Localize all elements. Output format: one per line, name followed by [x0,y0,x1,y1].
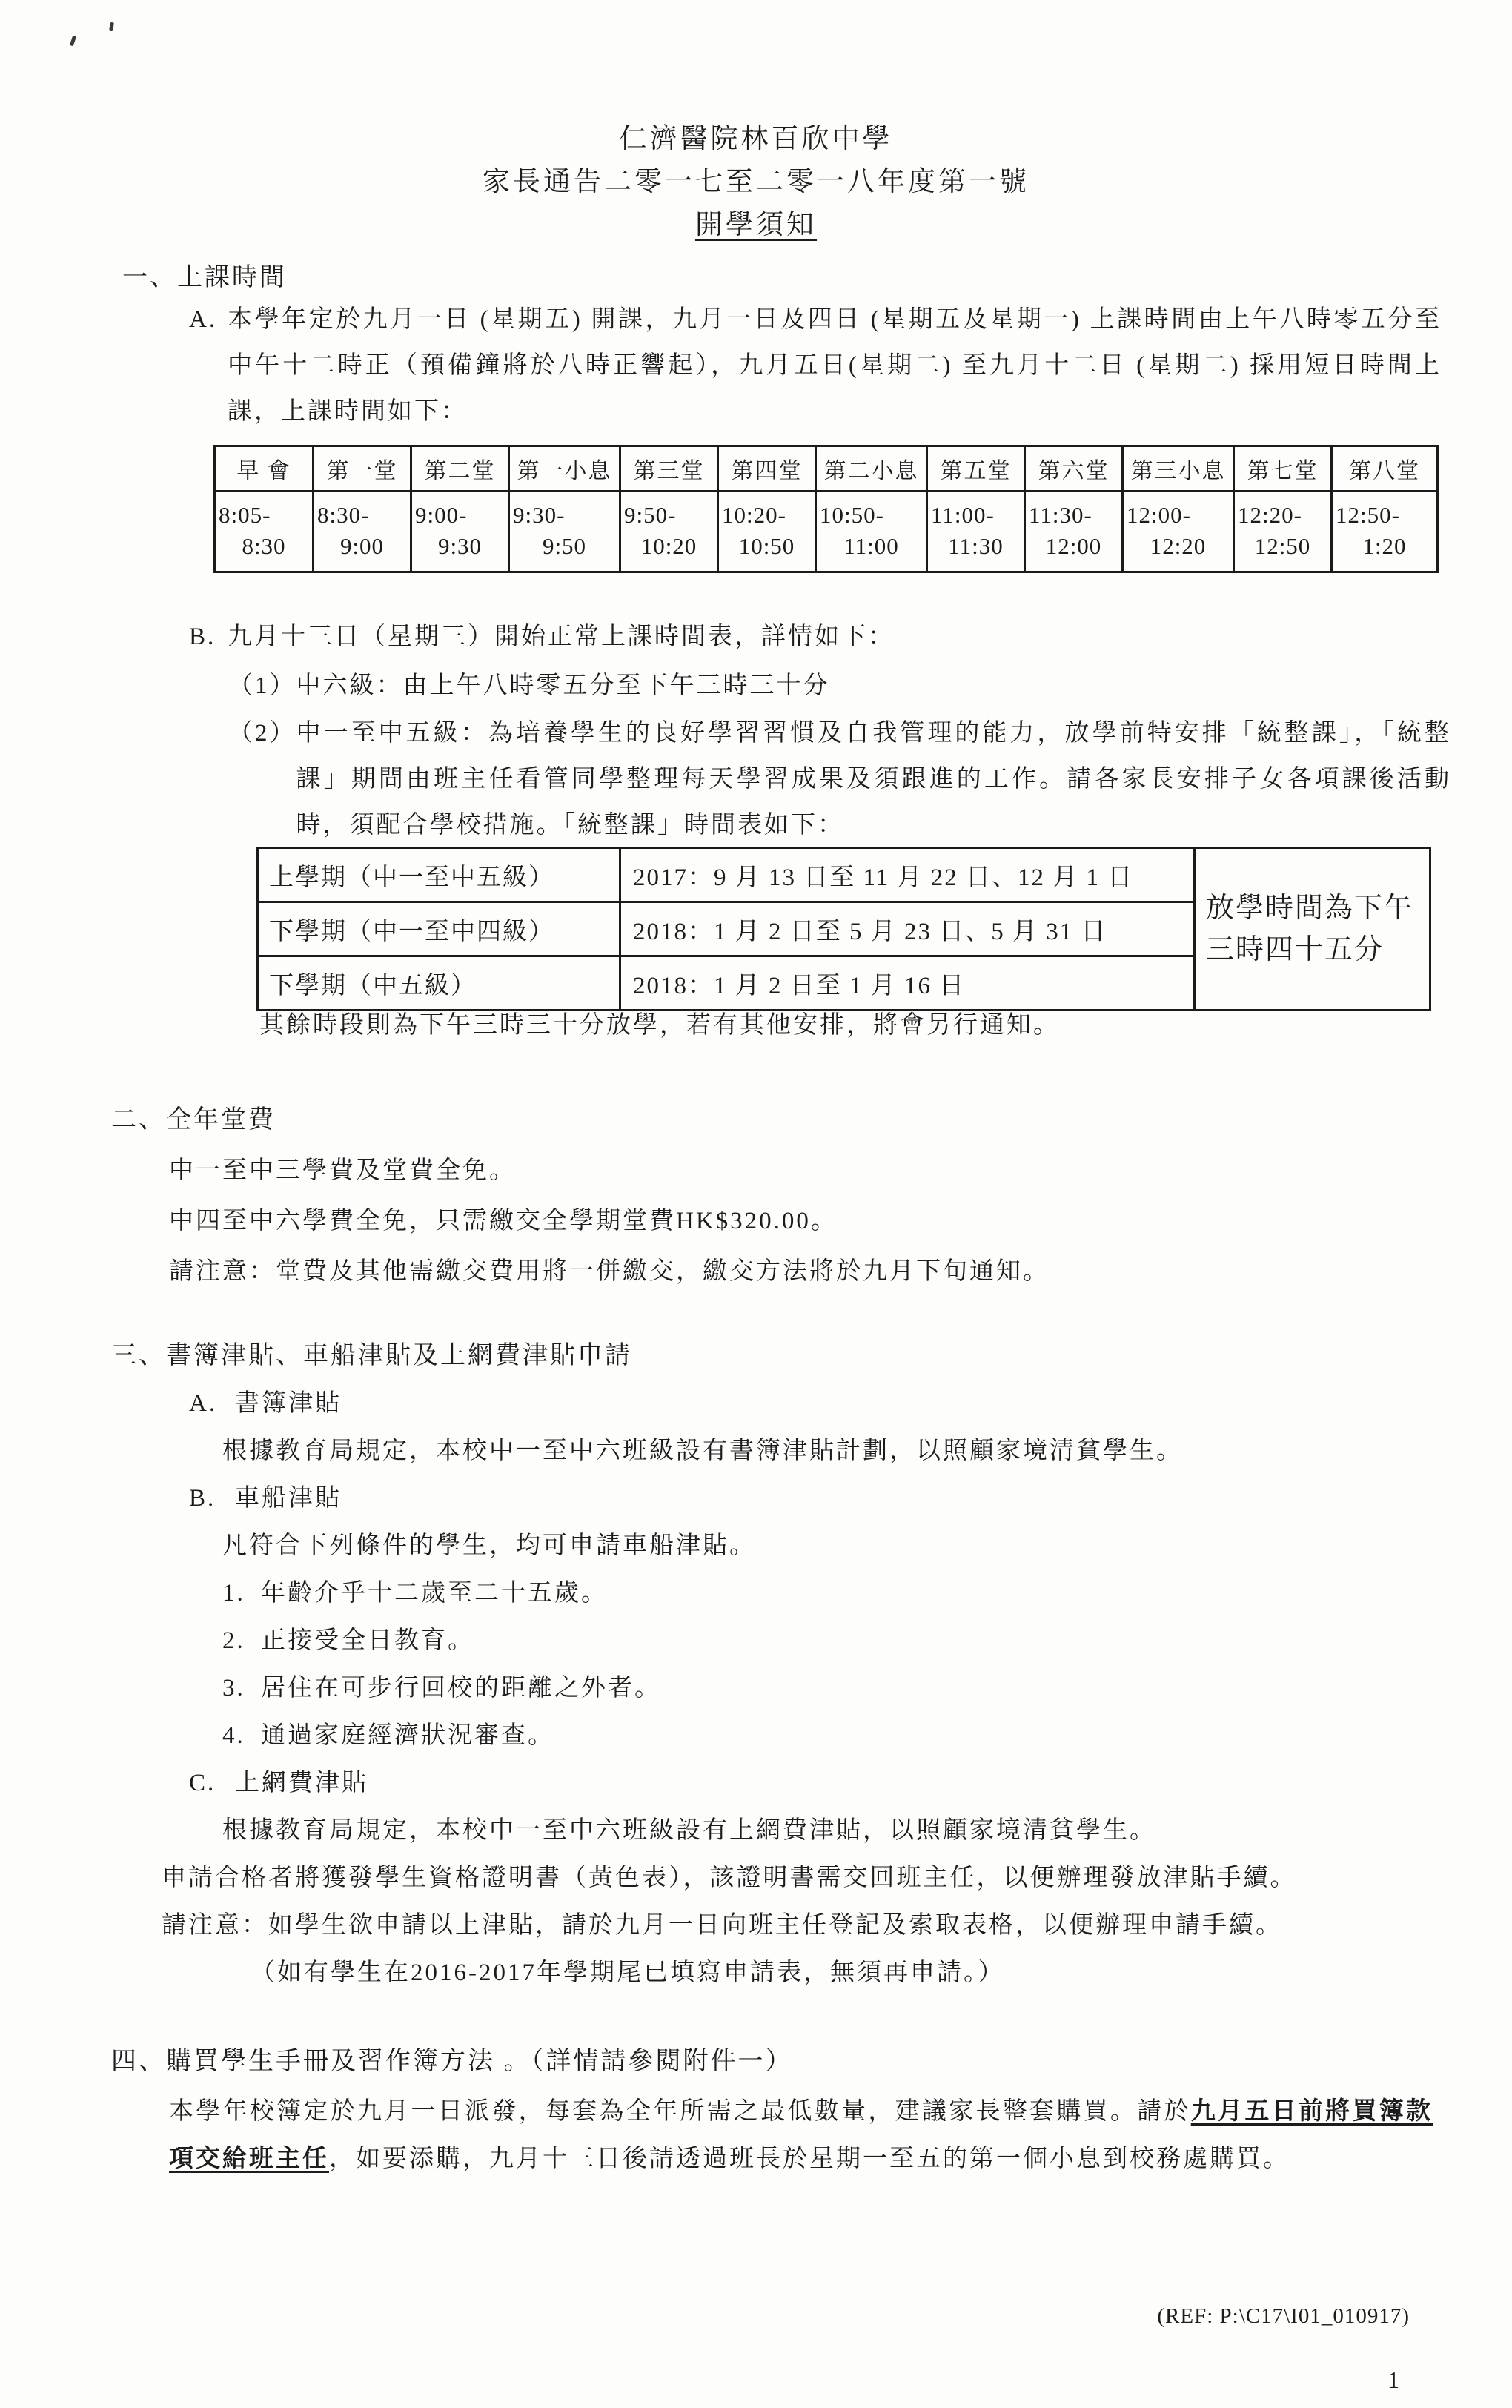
school-name: 仁濟醫院林百欣中學 [619,124,893,154]
period-timetable [213,445,1439,573]
subject-title: 開學須知 [695,210,817,240]
timetable-cell: 11:30- 12:00 [1025,492,1123,572]
section3-heading: 三、書簿津貼、車船津貼及上網費津貼申請 [111,1342,632,1369]
semester-row [258,848,1430,902]
condition-text: 居住在可步行回校的距離之外者。 [261,1675,661,1701]
dismissal-time-note: 放學時間為下午三時四十五分 [1195,848,1430,1010]
section1-heading: 一、上課時間 [122,264,287,291]
condition-item [222,1713,554,1759]
itemB-marker: B. [189,1485,216,1512]
timetable-header: 第二小息 [816,446,927,492]
scan-artifact [70,36,76,47]
section1-itemB [189,614,1442,660]
condition-num: 1. [222,1580,245,1607]
timetable-header-row [215,446,1438,492]
section2-line3: 請注意：堂費及其他需繳交費用將一併繳交，繳交方法將於九月下旬通知。 [169,1258,1050,1285]
section4-heading: 四、購買學生手冊及習作簿方法 。（詳情請參閱附件一） [111,2048,793,2075]
timetable-cell: 12:50- 1:20 [1332,492,1438,572]
section3-itemA-text: 根據教育局規定，本校中一至中六班級設有書簿津貼計劃，以照顧家境清貧學生。 [222,1438,1183,1464]
section3-closing1: 申請合格者將獲發學生資格證明書（黃色表），該證明書需交回班主任，以便辦理發放津貼手續。 [162,1865,1297,1891]
section1-sub2 [228,710,1451,848]
sub1-text: 中六級：由上午八時零五分至下午三時三十分 [296,672,830,699]
section3-itemC-text: 根據教育局規定，本校中一至中六班級設有上網費津貼，以照顧家境清貧學生。 [222,1817,1156,1844]
condition-num: 2. [222,1627,245,1654]
section3-itemB [189,1475,342,1521]
section3-itemB-text: 凡符合下列條件的學生，均可申請車船津貼。 [222,1532,756,1559]
timetable-cell: 9:50- 10:20 [620,492,718,572]
timetable-cell: 9:00- 9:30 [411,492,509,572]
semester-label: 上學期（中一至中五級） [258,848,620,902]
semester-label: 下學期（中一至中四級） [258,902,620,956]
section2-line2: 中四至中六學費全免，只需繳交全學期堂費HK$320.00。 [169,1208,838,1234]
timetable-header: 第一小息 [509,446,620,492]
semester-dates: 2018：1 月 2 日至 5 月 23 日、5 月 31 日 [620,902,1195,956]
condition-text: 正接受全日教育。 [261,1627,474,1654]
reference-number: (REF: P:\C17\I01_010917) [1157,2304,1410,2328]
timetable-header: 第二堂 [411,446,509,492]
itemA-marker: A. [189,306,218,333]
timetable-header: 早 會 [215,446,314,492]
timetable-cell: 10:50- 11:00 [816,492,927,572]
semester-dates: 2017：9 月 13 日至 11 月 22 日、12 月 1 日 [620,848,1195,902]
timetable-cell: 12:20- 12:50 [1234,492,1332,572]
timetable-header: 第四堂 [718,446,816,492]
semester-table [256,847,1431,1011]
itemA-text: 本學年定於九月一日 (星期五) 開課，九月一日及四日 (星期五及星期一) 上課時間由上午八時零五分至中午十二時正（預備鐘將於八時正響起），九月五日(星期二) 至九月十二日 (星期二) 採用短日時間上課，上課時間如下： [228,306,1442,425]
para-after: ，如要添購，九月十三日後請透過班長於星期一至五的第一個小息到校務處購買。 [329,2146,1290,2172]
condition-num: 3. [222,1675,245,1701]
itemA-title: 書簿津貼 [235,1390,342,1417]
condition-text: 年齡介乎十二歲至二十五歲。 [261,1580,608,1607]
para-before: 本學年校簿定於九月一日派發，每套為全年所需之最低數量，建議家長整套購買。請於 [169,2098,1191,2125]
timetable-header: 第八堂 [1332,446,1438,492]
section3-itemC [189,1760,368,1806]
circular-title: 家長通告二零一七至二零一八年度第一號 [483,167,1029,197]
itemA-marker: A. [189,1390,218,1417]
section1-note: 其餘時段則為下午三時三十分放學，若有其他安排，將會另行通知。 [259,1012,1060,1039]
condition-item [222,1665,661,1711]
timetable-cell: 9:30- 9:50 [509,492,620,572]
timetable-cell: 11:00- 11:30 [927,492,1025,572]
section4-paragraph [169,2088,1433,2183]
semester-dates: 2018：1 月 2 日至 1 月 16 日 [620,956,1195,1010]
sub2-text: 中一至中五級：為培養學生的良好學習習慣及自我管理的能力，放學前特安排「統整課」，「統整課」期間由班主任看管同學整理每天學習成果及須跟進的工作。請各家長安排子女各項課後活動時，須配合學校措施。「統整課」時間表如下： [296,720,1451,838]
section3-closing3: （如有學生在2016-2017年學期尾已填寫申請表，無須再申請。） [251,1959,1005,1986]
scan-artifact [109,22,114,32]
itemB-text: 九月十三日（星期三）開始正常上課時間表，詳情如下： [228,624,895,650]
section3-closing2: 請注意：如學生欲申請以上津貼，請於九月一日向班主任登記及索取表格，以便辦理申請手續。 [162,1912,1282,1939]
section2-line1: 中一至中三學費及堂費全免。 [169,1157,516,1184]
itemC-marker: C. [189,1770,216,1796]
timetable-header: 第七堂 [1234,446,1332,492]
page-number: 1 [1387,2366,1399,2393]
section1-sub1 [228,663,1444,709]
timetable-header: 第三小息 [1123,446,1234,492]
itemC-title: 上網費津貼 [235,1770,368,1796]
timetable-cell: 10:20- 10:50 [718,492,816,572]
condition-num: 4. [222,1722,245,1749]
timetable-header: 第三堂 [620,446,718,492]
condition-text: 通過家庭經濟狀況審查。 [261,1722,554,1749]
timetable-time-row [215,492,1438,572]
condition-item [222,1570,608,1616]
itemB-marker: B. [189,624,216,650]
timetable-cell: 8:30- 9:00 [314,492,411,572]
sub1-marker: （1） [228,672,296,699]
timetable-header: 第一堂 [314,446,411,492]
timetable-cell: 12:00- 12:20 [1123,492,1234,572]
para-underlined: 九月五日前將買簿款項交給班主任 [169,2098,1433,2172]
condition-item [222,1618,474,1664]
section3-itemA [189,1380,342,1426]
timetable-header: 第六堂 [1025,446,1123,492]
itemB-title: 車船津貼 [235,1485,342,1512]
timetable-cell: 8:05- 8:30 [215,492,314,572]
section2-heading: 二、全年堂費 [111,1106,276,1134]
semester-label: 下學期（中五級） [258,956,620,1010]
section1-itemA [189,297,1442,434]
timetable-header: 第五堂 [927,446,1025,492]
sub2-marker: （2） [228,720,296,747]
